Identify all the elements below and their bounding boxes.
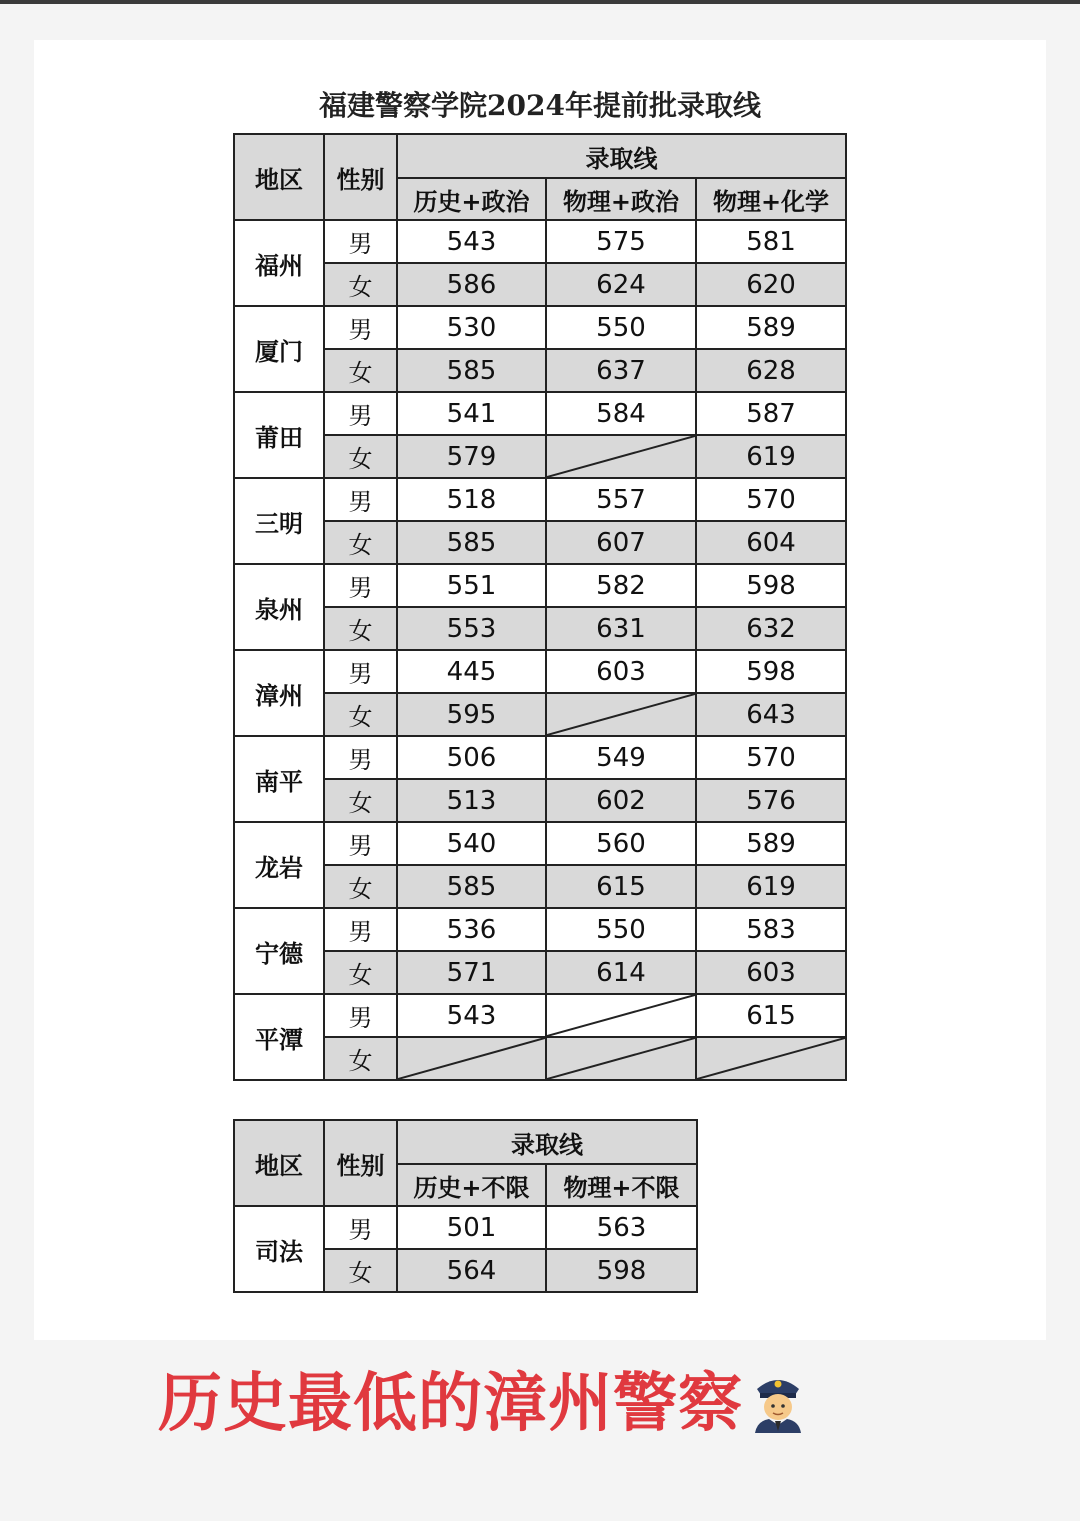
score-cell: 549 bbox=[546, 736, 696, 779]
main-row-female bbox=[234, 349, 846, 392]
main-row-male bbox=[234, 994, 846, 1037]
header-subject-column: 物理+政治 bbox=[546, 178, 696, 220]
gender-cell: 女 bbox=[324, 865, 397, 908]
region-cell: 漳州 bbox=[234, 650, 324, 736]
main-row-male bbox=[234, 392, 846, 435]
score-cell: 628 bbox=[696, 349, 846, 392]
score-cell: 631 bbox=[546, 607, 696, 650]
main-row-female bbox=[234, 435, 846, 478]
main-row-female bbox=[234, 1037, 846, 1080]
score-cell: 550 bbox=[546, 306, 696, 349]
main-row-male bbox=[234, 220, 846, 263]
header-score-group: 录取线 bbox=[397, 134, 846, 178]
gender-cell: 女 bbox=[324, 693, 397, 736]
gender-cell: 男 bbox=[324, 220, 397, 263]
gender-cell: 男 bbox=[324, 478, 397, 521]
gender-cell: 男 bbox=[324, 908, 397, 951]
admission-score-table bbox=[233, 133, 847, 1081]
main-row-male bbox=[234, 478, 846, 521]
main-row-male bbox=[234, 736, 846, 779]
main-row-male bbox=[234, 650, 846, 693]
main-row-female bbox=[234, 263, 846, 306]
header-subject-column: 历史+政治 bbox=[397, 178, 546, 220]
header-subject-column: 物理+化学 bbox=[696, 178, 846, 220]
score-cell: 637 bbox=[546, 349, 696, 392]
empty-score-cell bbox=[546, 1037, 696, 1080]
score-cell: 530 bbox=[397, 306, 546, 349]
score-cell: 615 bbox=[696, 994, 846, 1037]
score-cell: 518 bbox=[397, 478, 546, 521]
score-cell: 602 bbox=[546, 779, 696, 822]
main-row-female bbox=[234, 951, 846, 994]
gender-cell: 男 bbox=[324, 1206, 397, 1249]
region-cell: 福州 bbox=[234, 220, 324, 306]
header-gender: 性别 bbox=[324, 1120, 397, 1206]
score-cell: 583 bbox=[696, 908, 846, 951]
score-cell: 575 bbox=[546, 220, 696, 263]
main-row-female bbox=[234, 693, 846, 736]
score-cell: 595 bbox=[397, 693, 546, 736]
score-cell: 541 bbox=[397, 392, 546, 435]
score-cell: 501 bbox=[397, 1206, 546, 1249]
header-subject-column: 历史+不限 bbox=[397, 1164, 546, 1206]
gender-cell: 男 bbox=[324, 392, 397, 435]
gender-cell: 女 bbox=[324, 521, 397, 564]
gender-cell: 男 bbox=[324, 736, 397, 779]
gender-cell: 女 bbox=[324, 1249, 397, 1292]
score-cell: 619 bbox=[696, 435, 846, 478]
score-cell: 571 bbox=[397, 951, 546, 994]
score-cell: 557 bbox=[546, 478, 696, 521]
score-cell: 598 bbox=[696, 564, 846, 607]
gender-cell: 女 bbox=[324, 435, 397, 478]
empty-score-cell bbox=[546, 435, 696, 478]
gender-cell: 男 bbox=[324, 650, 397, 693]
score-cell: 614 bbox=[546, 951, 696, 994]
score-cell: 540 bbox=[397, 822, 546, 865]
score-cell: 598 bbox=[546, 1249, 697, 1292]
header-gender: 性别 bbox=[324, 134, 397, 220]
empty-score-cell bbox=[546, 693, 696, 736]
score-cell: 585 bbox=[397, 349, 546, 392]
gender-cell: 女 bbox=[324, 1037, 397, 1080]
region-cell: 司法 bbox=[234, 1206, 324, 1292]
main-row-female bbox=[234, 865, 846, 908]
region-cell: 平潭 bbox=[234, 994, 324, 1080]
score-cell: 550 bbox=[546, 908, 696, 951]
score-cell: 506 bbox=[397, 736, 546, 779]
gender-cell: 男 bbox=[324, 994, 397, 1037]
score-cell: 598 bbox=[696, 650, 846, 693]
judicial-score-table bbox=[233, 1119, 698, 1293]
gender-cell: 女 bbox=[324, 779, 397, 822]
score-cell: 603 bbox=[696, 951, 846, 994]
header-region: 地区 bbox=[234, 134, 324, 220]
score-cell: 543 bbox=[397, 994, 546, 1037]
gender-cell: 男 bbox=[324, 822, 397, 865]
main-row-male bbox=[234, 822, 846, 865]
region-cell: 泉州 bbox=[234, 564, 324, 650]
region-cell: 南平 bbox=[234, 736, 324, 822]
score-cell: 564 bbox=[397, 1249, 546, 1292]
empty-score-cell bbox=[696, 1037, 846, 1080]
score-cell: 445 bbox=[397, 650, 546, 693]
empty-score-cell bbox=[397, 1037, 546, 1080]
score-cell: 581 bbox=[696, 220, 846, 263]
gender-cell: 男 bbox=[324, 564, 397, 607]
header-region: 地区 bbox=[234, 1120, 324, 1206]
score-cell: 570 bbox=[696, 478, 846, 521]
score-cell: 632 bbox=[696, 607, 846, 650]
score-cell: 585 bbox=[397, 865, 546, 908]
main-row-female bbox=[234, 779, 846, 822]
main-row-female bbox=[234, 521, 846, 564]
score-cell: 576 bbox=[696, 779, 846, 822]
score-cell: 603 bbox=[546, 650, 696, 693]
score-cell: 536 bbox=[397, 908, 546, 951]
top-status-bar bbox=[0, 0, 1080, 4]
score-cell: 553 bbox=[397, 607, 546, 650]
score-cell: 513 bbox=[397, 779, 546, 822]
region-cell: 龙岩 bbox=[234, 822, 324, 908]
police-officer-icon bbox=[749, 1369, 807, 1433]
score-cell: 584 bbox=[546, 392, 696, 435]
score-cell: 587 bbox=[696, 392, 846, 435]
header-score-group: 录取线 bbox=[397, 1120, 697, 1164]
empty-score-cell bbox=[546, 994, 696, 1037]
score-cell: 643 bbox=[696, 693, 846, 736]
region-cell: 三明 bbox=[234, 478, 324, 564]
gender-cell: 女 bbox=[324, 263, 397, 306]
score-cell: 579 bbox=[397, 435, 546, 478]
score-cell: 615 bbox=[546, 865, 696, 908]
document-title: 福建警察学院2024年提前批录取线 bbox=[319, 89, 761, 122]
gender-cell: 女 bbox=[324, 349, 397, 392]
score-cell: 543 bbox=[397, 220, 546, 263]
caption-text: 历史最低的漳州警察 bbox=[158, 1367, 743, 1441]
main-row-male bbox=[234, 908, 846, 951]
score-cell: 560 bbox=[546, 822, 696, 865]
score-cell: 586 bbox=[397, 263, 546, 306]
main-row-male bbox=[234, 564, 846, 607]
region-cell: 莆田 bbox=[234, 392, 324, 478]
header-subject-column: 物理+不限 bbox=[546, 1164, 697, 1206]
main-row-male bbox=[234, 306, 846, 349]
score-cell: 604 bbox=[696, 521, 846, 564]
score-cell: 619 bbox=[696, 865, 846, 908]
score-cell: 620 bbox=[696, 263, 846, 306]
judicial-row-male bbox=[234, 1206, 697, 1249]
score-cell: 624 bbox=[546, 263, 696, 306]
score-cell: 589 bbox=[696, 822, 846, 865]
score-cell: 570 bbox=[696, 736, 846, 779]
region-cell: 厦门 bbox=[234, 306, 324, 392]
gender-cell: 女 bbox=[324, 951, 397, 994]
main-row-female bbox=[234, 607, 846, 650]
caption-line bbox=[158, 1352, 807, 1444]
score-cell: 589 bbox=[696, 306, 846, 349]
region-cell: 宁德 bbox=[234, 908, 324, 994]
score-cell: 551 bbox=[397, 564, 546, 607]
score-cell: 582 bbox=[546, 564, 696, 607]
score-cell: 607 bbox=[546, 521, 696, 564]
gender-cell: 女 bbox=[324, 607, 397, 650]
gender-cell: 男 bbox=[324, 306, 397, 349]
score-cell: 563 bbox=[546, 1206, 697, 1249]
score-cell: 585 bbox=[397, 521, 546, 564]
